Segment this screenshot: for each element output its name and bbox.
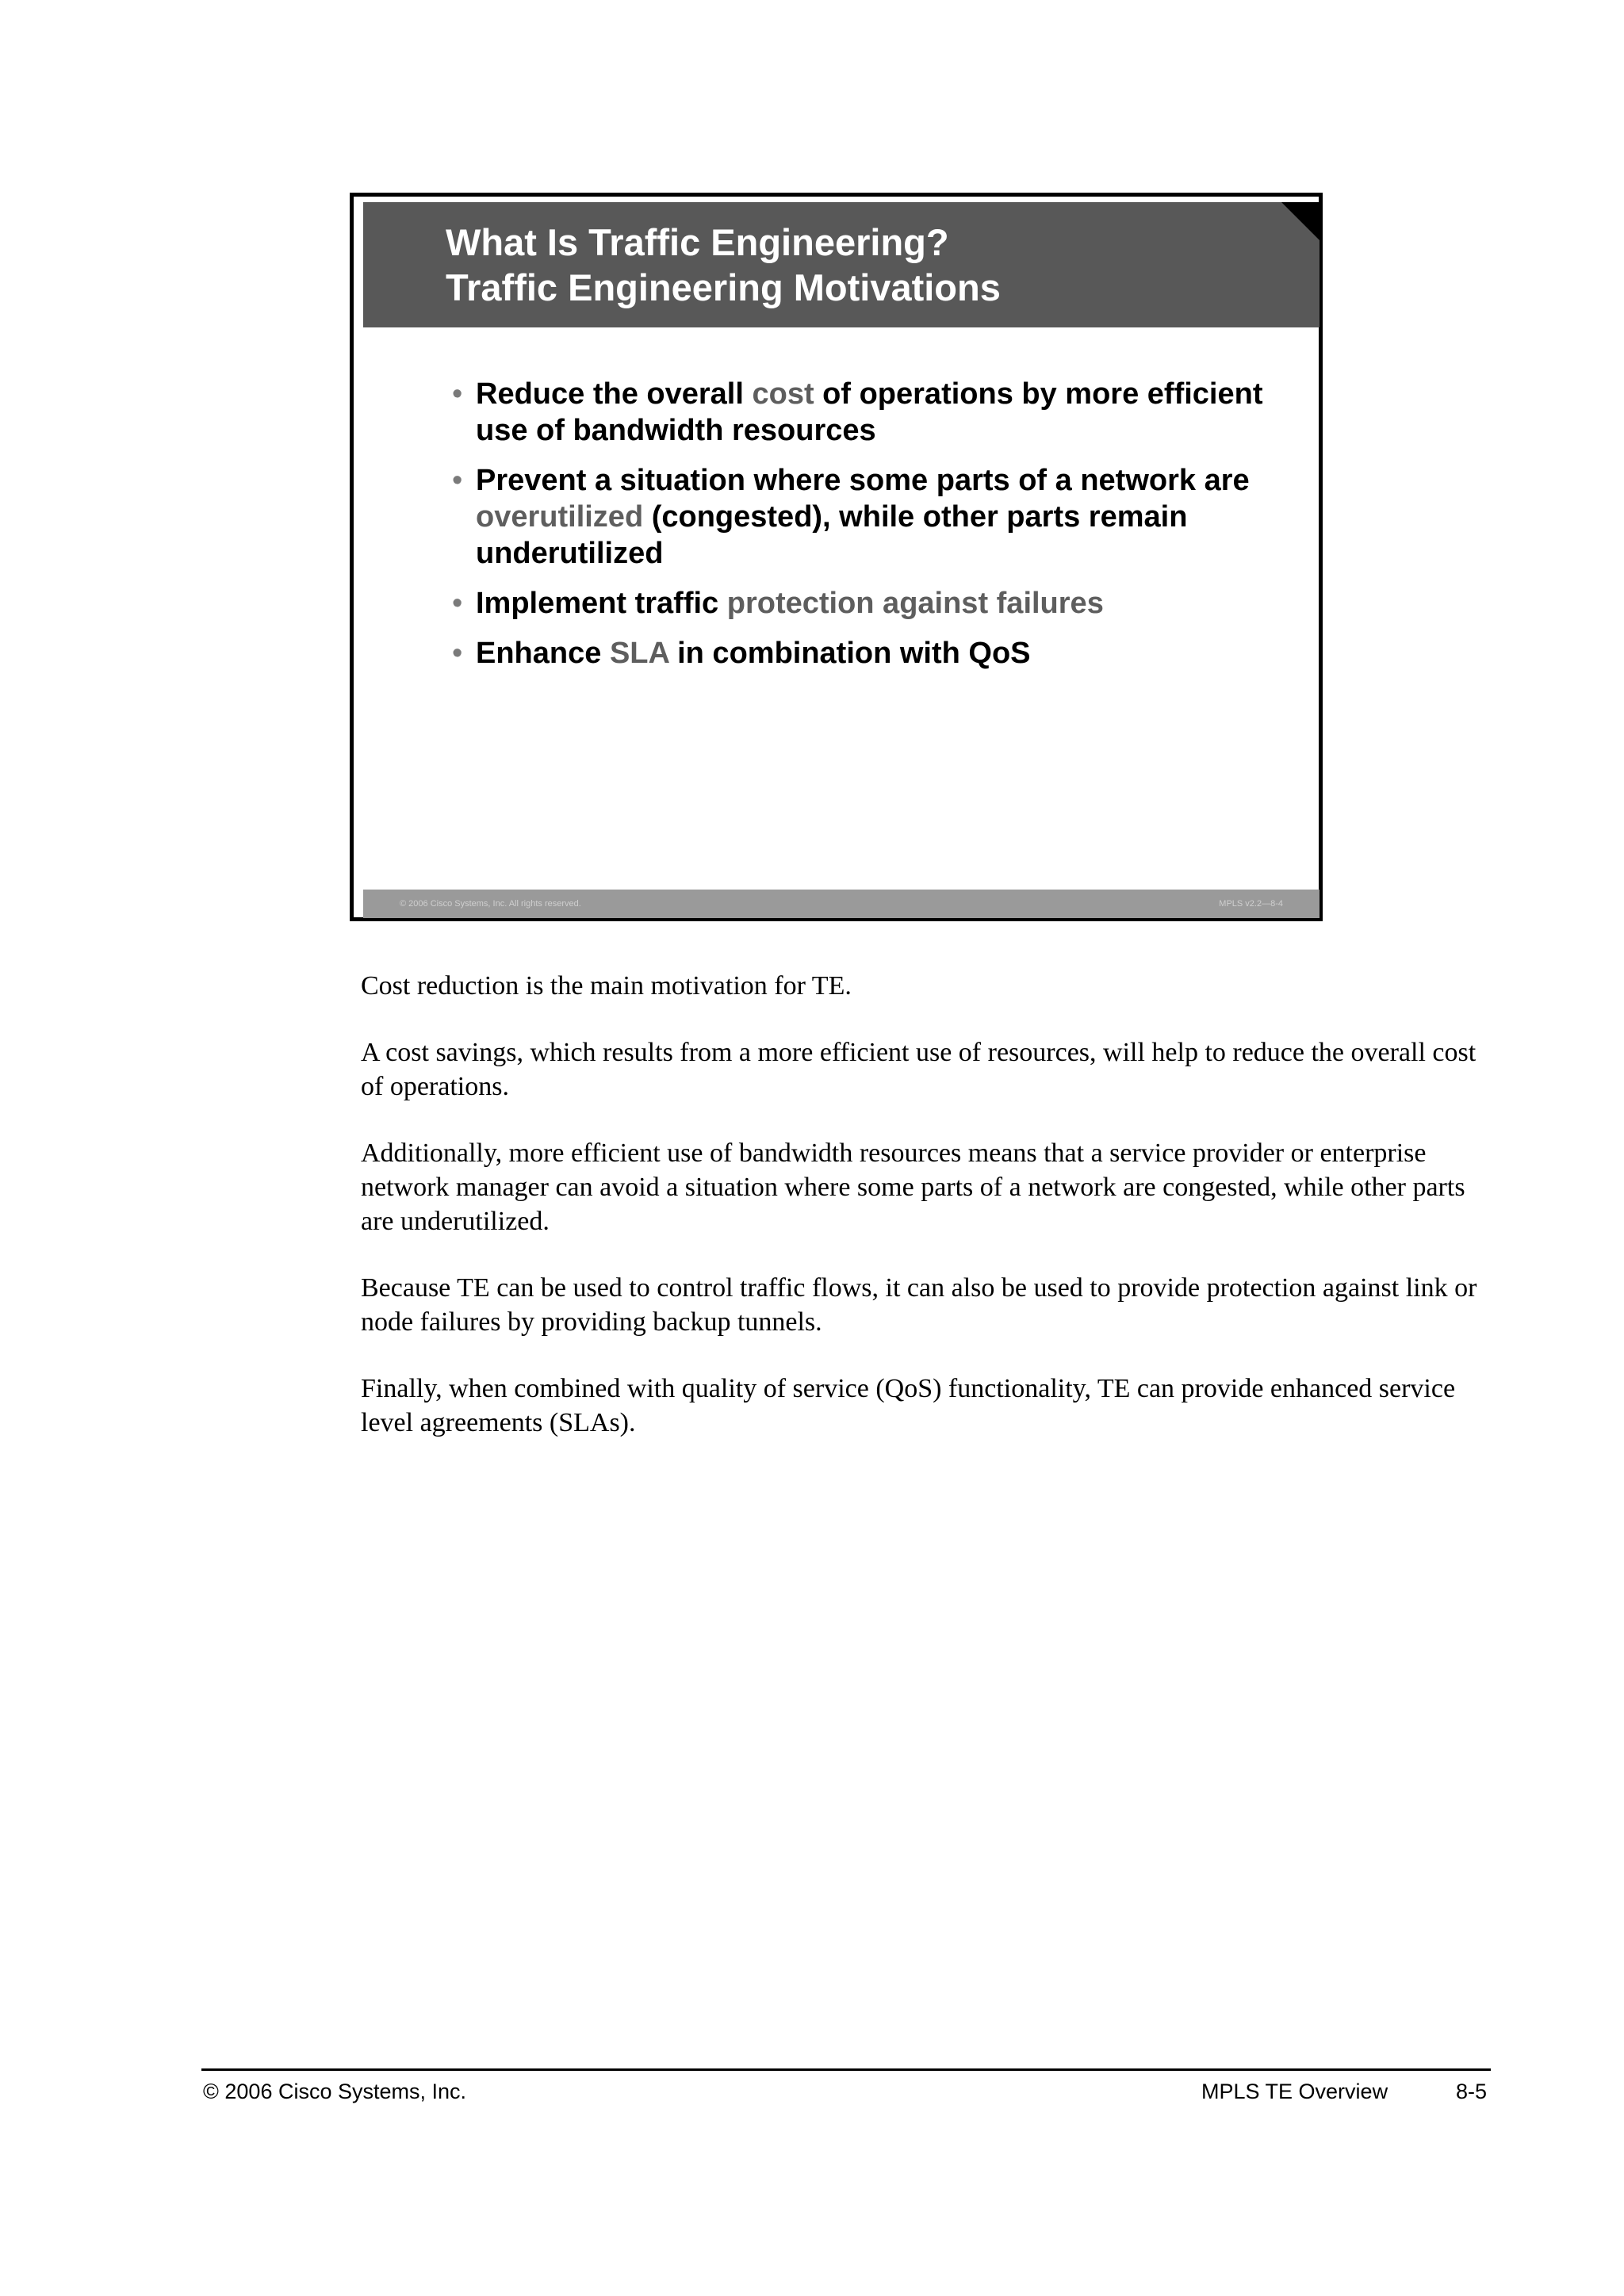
slide-bullet bbox=[452, 376, 1277, 449]
body-paragraph: Because TE can be used to control traffic flows, it can also be used to provide protection against link or node failures by providing backup tunnels. bbox=[361, 1273, 1477, 1337]
body-paragraph: Finally, when combined with quality of service (QoS) functionality, TE can provide enhanced service level agreements (SLAs). bbox=[361, 1374, 1456, 1437]
bullet-highlight: SLA bbox=[609, 637, 669, 670]
bullet-highlight: protection against failures bbox=[726, 587, 1104, 620]
bullet-icon: • bbox=[452, 637, 463, 670]
bullet-text: of operations by more efficient use of bandwidth resources bbox=[476, 377, 1263, 447]
bullet-highlight: overutilized bbox=[476, 500, 644, 534]
bullet-text: Implement traffic bbox=[476, 587, 727, 620]
slide-title bbox=[446, 220, 1001, 310]
body-paragraph: Additionally, more efficient use of bandwidth resources means that a service provider or enterprise network manager can avoid a situation where some parts of a network are congested, while other parts are underutilized. bbox=[361, 1138, 1465, 1236]
footer-section-title: MPLS TE Overview bbox=[1201, 2080, 1388, 2103]
body-paragraph: A cost savings, which results from a more efficient use of resources, will help to reduce the overall cost of operations. bbox=[361, 1038, 1477, 1101]
body-paragraph: Cost reduction is the main motivation for TE. bbox=[361, 971, 852, 1001]
bullet-icon: • bbox=[452, 587, 463, 620]
bullet-text: Prevent a situation where some parts of a network are bbox=[476, 464, 1250, 497]
slide-title-line-1: What Is Traffic Engineering? bbox=[446, 221, 949, 263]
bullet-text: (congested), while other parts remain underutilized bbox=[476, 500, 1188, 570]
slide-bullet bbox=[452, 585, 1277, 622]
slide-bullet bbox=[452, 462, 1277, 572]
bullet-text: in combination with QoS bbox=[668, 637, 1031, 670]
slide-header bbox=[363, 202, 1320, 327]
bullet-text: Enhance bbox=[476, 637, 610, 670]
bullet-highlight: cost bbox=[752, 377, 814, 411]
bullet-text: Reduce the overall bbox=[476, 377, 753, 411]
slide-title-line-2: Traffic Engineering Motivations bbox=[446, 266, 1001, 308]
footer-rule bbox=[201, 2068, 1491, 2071]
bullet-icon: • bbox=[452, 464, 463, 497]
footer-copyright: © 2006 Cisco Systems, Inc. bbox=[203, 2080, 467, 2103]
body-text bbox=[361, 969, 1503, 1472]
slide-bullet-list bbox=[452, 376, 1277, 685]
bullet-icon: • bbox=[452, 377, 463, 411]
slide-footer-copyright: © 2006 Cisco Systems, Inc. All rights reserved. bbox=[400, 899, 581, 909]
footer-page-number: 8-5 bbox=[1456, 2080, 1488, 2103]
slide-bullet bbox=[452, 635, 1277, 672]
slide-corner-decoration bbox=[1281, 202, 1320, 240]
slide-footer-bar bbox=[363, 890, 1320, 918]
slide-frame bbox=[350, 193, 1323, 921]
slide-footer-code: MPLS v2.2—8-4 bbox=[1219, 899, 1283, 909]
